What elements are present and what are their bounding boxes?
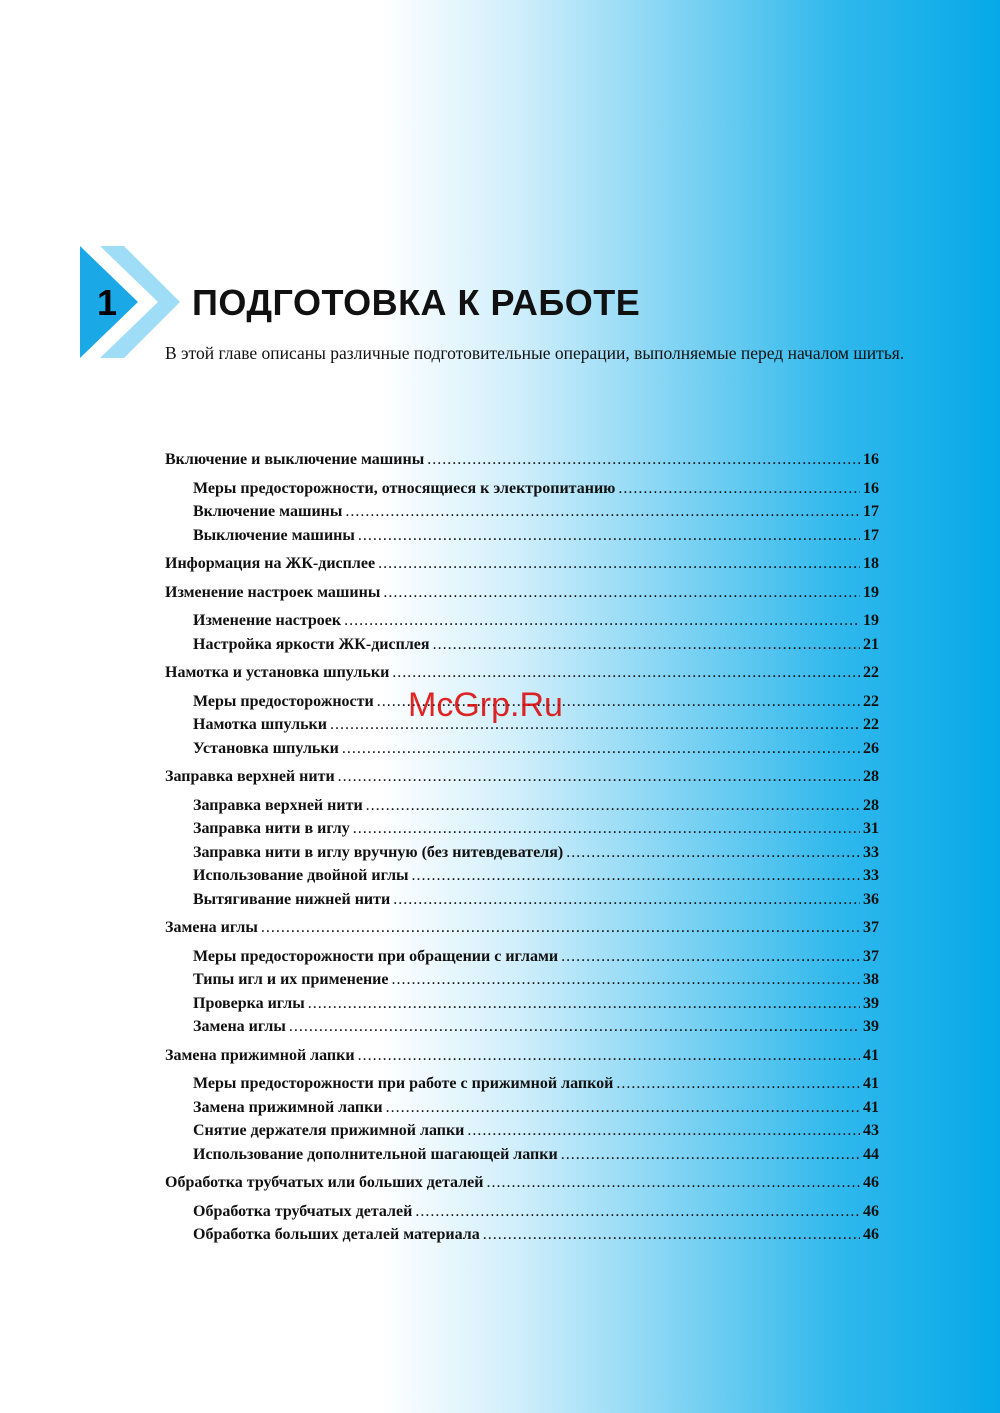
toc-dot-leader: [467, 1119, 860, 1143]
toc-page-number: 28: [863, 796, 879, 814]
toc-subsection-link[interactable]: [165, 1096, 879, 1120]
toc-subsection-link[interactable]: [165, 1200, 879, 1224]
toc-entry-title: Меры предосторожности, относящиеся к электропитанию: [193, 479, 616, 497]
toc-subsection-link[interactable]: [165, 968, 879, 992]
toc-entry-title: Обработка трубчатых или больших деталей: [165, 1174, 484, 1191]
toc-entry-title: Вытягивание нижней нити: [193, 890, 391, 908]
toc-entry-title: Замена прижимной лапки: [165, 1046, 355, 1064]
toc-subsection-link[interactable]: [165, 1223, 879, 1247]
toc-entry-title: Проверка иглы: [193, 994, 305, 1012]
toc-page-number: 33: [863, 843, 879, 861]
chapter-number: 1: [96, 282, 118, 323]
toc-dot-leader: [378, 552, 860, 576]
toc-dot-leader: [618, 477, 860, 501]
toc-dot-leader: [383, 581, 860, 605]
toc-subsection-link[interactable]: [165, 500, 879, 524]
toc-entry-title: Замена иглы: [165, 919, 258, 936]
toc-entry-title: Заправка нити в иглу вручную (без нитевдевателя): [193, 843, 564, 861]
toc-subsection-link[interactable]: [165, 737, 879, 761]
toc-dot-leader: [483, 1223, 860, 1247]
toc-page-number: 41: [863, 1075, 879, 1092]
toc-page-number: 17: [863, 526, 879, 544]
toc-subsection-link[interactable]: [165, 633, 879, 657]
toc-entry-title: Информация на ЖК-дисплее: [165, 555, 376, 572]
toc-subsection-link[interactable]: [165, 841, 879, 865]
toc-page-number: 43: [863, 1122, 879, 1139]
toc-page-number: 22: [863, 716, 879, 733]
toc-page-number: 36: [863, 890, 879, 908]
toc-page-number: 22: [863, 692, 879, 710]
toc-section-link[interactable]: [165, 581, 879, 605]
toc-entry-title: Меры предосторожности при работе с прижимной лапкой: [193, 1075, 614, 1092]
toc-page-number: 37: [863, 919, 879, 936]
toc-page-number: 44: [863, 1145, 879, 1163]
toc-dot-leader: [486, 1171, 860, 1195]
toc-dot-leader: [392, 661, 860, 685]
toc-dot-leader: [358, 524, 860, 548]
toc-entry-title: Замена прижимной лапки: [193, 1098, 383, 1116]
toc-subsection-link[interactable]: [165, 524, 879, 548]
toc-page-number: 28: [863, 768, 879, 785]
toc-subsection-link[interactable]: [165, 477, 879, 501]
toc-subsection-link[interactable]: [165, 794, 879, 818]
toc-dot-leader: [561, 945, 860, 969]
watermark: McGrp.Ru: [408, 686, 563, 724]
chapter-intro: В этой главе описаны различные подготовительные операции, выполняемые перед началом шитья.: [165, 343, 905, 363]
toc-subsection-link[interactable]: [165, 1119, 879, 1143]
toc-page-number: 16: [863, 479, 879, 497]
toc-dot-leader: [261, 916, 860, 940]
toc-page-number: 16: [863, 451, 879, 468]
toc-subsection-link[interactable]: [165, 817, 879, 841]
toc-entry-title: Снятие держателя прижимной лапки: [193, 1122, 465, 1139]
toc-section-link[interactable]: [165, 448, 879, 472]
toc-entry-title: Настройка яркости ЖК-дисплея: [193, 635, 430, 653]
toc-page-number: 41: [863, 1098, 879, 1116]
toc-page-number: 31: [863, 820, 879, 837]
toc-entry-title: Заправка верхней нити: [193, 796, 363, 814]
toc-entry-title: Замена иглы: [193, 1018, 286, 1035]
toc-page-number: 33: [863, 867, 879, 884]
toc-entry-title: Типы игл и их применение: [193, 971, 389, 988]
toc-dot-leader: [427, 448, 860, 472]
toc-subsection-link[interactable]: [165, 609, 879, 633]
toc-section-link[interactable]: [165, 552, 879, 576]
toc-subsection-link[interactable]: [165, 864, 879, 888]
toc-page-number: 39: [863, 1018, 879, 1035]
toc-entry-title: Изменение настроек машины: [165, 583, 381, 601]
toc-dot-leader: [366, 794, 860, 818]
toc-page-number: 19: [863, 612, 879, 629]
toc-section-link[interactable]: [165, 661, 879, 685]
toc-dot-leader: [433, 633, 860, 657]
toc-entry-title: Установка шпульки: [193, 739, 339, 757]
toc-dot-leader: [415, 1200, 860, 1224]
toc-page-number: 46: [863, 1226, 879, 1243]
toc-page-number: 22: [863, 664, 879, 681]
toc-page-number: 19: [863, 583, 879, 601]
toc-entry-title: Намотка шпульки: [193, 716, 327, 733]
toc-dot-leader: [386, 1096, 860, 1120]
toc-entry-title: Изменение настроек: [193, 612, 342, 629]
toc-page-number: 41: [863, 1046, 879, 1064]
toc-entry-title: Намотка и установка шпульки: [165, 664, 390, 681]
toc-entry-title: Выключение машины: [193, 526, 355, 544]
toc-entry-title: Обработка трубчатых деталей: [193, 1202, 413, 1220]
toc-subsection-link[interactable]: [165, 945, 879, 969]
toc-dot-leader: [566, 841, 860, 865]
toc-page-number: 38: [863, 971, 879, 988]
toc-entry-title: Обработка больших деталей материала: [193, 1226, 480, 1243]
toc-dot-leader: [391, 968, 860, 992]
toc-entry-title: Меры предосторожности при обращении с иглами: [193, 947, 559, 965]
toc-dot-leader: [353, 817, 860, 841]
toc-entry-title: Использование дополнительной шагающей лапки: [193, 1145, 558, 1163]
toc-section-link[interactable]: [165, 1044, 879, 1068]
toc-subsection-link[interactable]: [165, 888, 879, 912]
toc-dot-leader: [342, 737, 860, 761]
toc-page-number: 46: [863, 1202, 879, 1220]
toc-page-number: 46: [863, 1174, 879, 1191]
toc-page-number: 37: [863, 947, 879, 965]
toc-dot-leader: [344, 609, 860, 633]
toc-subsection-link[interactable]: [165, 1072, 879, 1096]
toc-entry-title: Меры предосторожности: [193, 692, 374, 710]
toc-section-link[interactable]: [165, 1171, 879, 1195]
toc-dot-leader: [393, 888, 860, 912]
toc-subsection-link[interactable]: [165, 1143, 879, 1167]
toc-dot-leader: [358, 1044, 860, 1068]
toc-subsection-link[interactable]: [165, 1015, 879, 1039]
toc-dot-leader: [412, 864, 860, 888]
toc-dot-leader: [616, 1072, 860, 1096]
toc-dot-leader: [289, 1015, 860, 1039]
toc-entry-title: Включение машины: [193, 503, 343, 520]
toc-dot-leader: [338, 765, 860, 789]
toc-entry-title: Заправка верхней нити: [165, 768, 335, 785]
toc-dot-leader: [561, 1143, 860, 1167]
toc-dot-leader: [308, 992, 860, 1016]
toc-page-number: 26: [863, 739, 879, 757]
toc-page-number: 18: [863, 555, 879, 572]
toc-section-link[interactable]: [165, 916, 879, 940]
toc-page-number: 21: [863, 635, 879, 653]
toc-subsection-link[interactable]: [165, 992, 879, 1016]
toc-page-number: 17: [863, 503, 879, 520]
toc-entry-title: Использование двойной иглы: [193, 867, 409, 884]
toc-entry-title: Заправка нити в иглу: [193, 820, 350, 837]
table-of-contents: [165, 448, 879, 1247]
toc-dot-leader: [345, 500, 860, 524]
toc-page-number: 39: [863, 994, 879, 1012]
toc-entry-title: Включение и выключение машины: [165, 451, 425, 468]
chapter-title: ПОДГОТОВКА К РАБОТЕ: [192, 282, 641, 323]
toc-section-link[interactable]: [165, 765, 879, 789]
